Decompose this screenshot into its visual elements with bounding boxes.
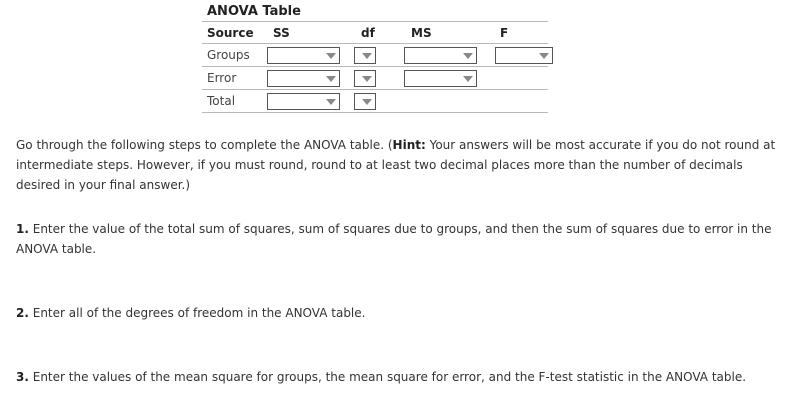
hint-label: Hint: (392, 138, 426, 152)
error-ss-dropdown[interactable] (267, 70, 340, 87)
anova-row-total (202, 90, 548, 113)
anova-row-groups (202, 44, 548, 67)
step-2 (16, 303, 776, 323)
header-source: Source (202, 22, 267, 44)
error-ms-dropdown[interactable] (404, 70, 477, 87)
header-df: df (347, 22, 403, 44)
row-label-error: Error (202, 67, 267, 90)
chevron-down-icon (539, 53, 549, 59)
groups-f-dropdown[interactable] (495, 47, 553, 64)
step-number: 2. (16, 306, 29, 320)
anova-header-row (202, 22, 548, 44)
chevron-down-icon (362, 76, 372, 82)
intro-paragraph (16, 135, 776, 195)
total-df-dropdown[interactable] (354, 93, 376, 110)
header-ss: SS (267, 22, 347, 44)
step-number: 1. (16, 222, 29, 236)
intro-text-start: Go through the following steps to complete the ANOVA table. ( (16, 138, 393, 152)
step-1 (16, 219, 776, 259)
anova-table-section (202, 2, 548, 113)
row-label-total: Total (202, 90, 267, 113)
anova-table-title: ANOVA Table (207, 4, 301, 19)
chevron-down-icon (463, 53, 473, 59)
chevron-down-icon (362, 99, 372, 105)
step-text: Enter the value of the total sum of squares, sum of squares due to groups, and then the sum of squares due to error in the ANOVA table. (16, 222, 772, 256)
header-ms: MS (403, 22, 486, 44)
error-df-dropdown[interactable] (354, 70, 376, 87)
chevron-down-icon (463, 76, 473, 82)
step-number: 3. (16, 370, 29, 384)
header-f: F (486, 22, 548, 44)
anova-table (202, 21, 548, 113)
chevron-down-icon (362, 53, 372, 59)
groups-df-dropdown[interactable] (354, 47, 376, 64)
groups-ms-dropdown[interactable] (404, 47, 477, 64)
step-text: Enter the values of the mean square for groups, the mean square for error, and the F-test statistic in the ANOVA table. (28, 370, 747, 384)
row-label-groups: Groups (202, 44, 267, 67)
chevron-down-icon (326, 99, 336, 105)
total-ss-dropdown[interactable] (267, 93, 340, 110)
intro-text-end: Your answers will be most accurate if you do not round at intermediate steps. However, if you must round, round to at least two decimal places more than the number of decimals desired in your final answer.) (16, 138, 776, 192)
chevron-down-icon (326, 76, 336, 82)
chevron-down-icon (326, 53, 336, 59)
step-text: Enter all of the degrees of freedom in the ANOVA table. (28, 306, 366, 320)
anova-row-error (202, 67, 548, 90)
groups-ss-dropdown[interactable] (267, 47, 340, 64)
step-3 (16, 367, 776, 387)
